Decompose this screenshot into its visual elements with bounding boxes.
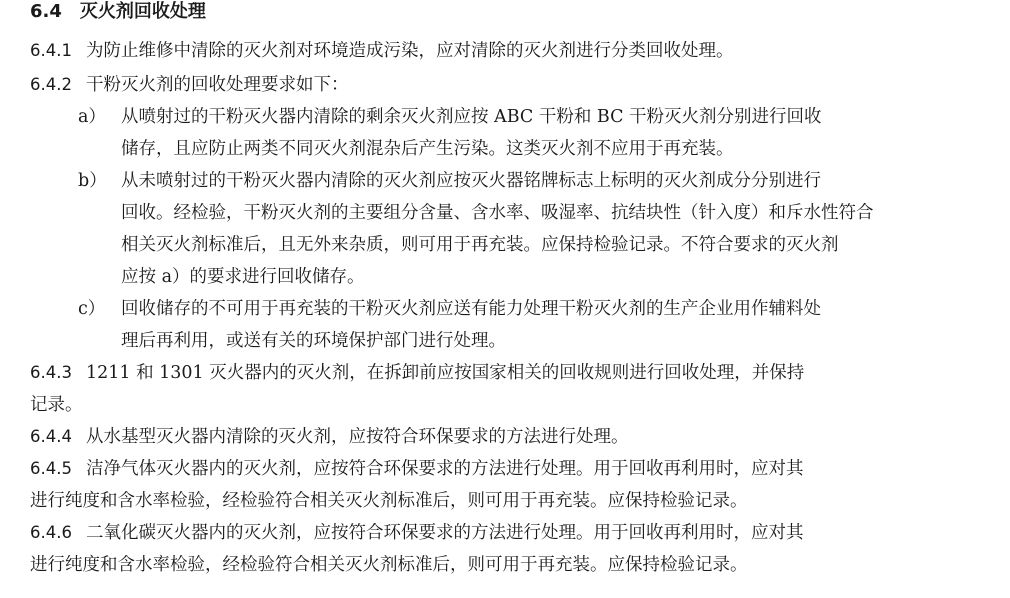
clause-text: 为防止维修中清除的灭火剂对环境造成污染，应对清除的灭火剂进行分类回收处理。 (85, 41, 734, 61)
item-c-line-1: 回收储存的不可用于再充装的干粉灭火剂应送有能力处理干粉灭火剂的生产企业用作辅料处 (121, 299, 821, 319)
clause-text: 干粉灭火剂的回收处理要求如下： (85, 75, 349, 95)
item-b-line-1: 从未喷射过的干粉灭火器内清除的灭火剂应按灭火器铭牌标志上标明的灭火剂成分分别进行 (121, 171, 821, 191)
item-b-label: b） (78, 171, 107, 191)
clause-number: 6.4.6 (30, 523, 72, 542)
clause-number: 6.4.2 (30, 75, 72, 94)
clause-text: 从水基型灭火器内清除的灭火剂，应按符合环保要求的方法进行处理。 (85, 427, 629, 447)
clause-number: 6.4.5 (30, 459, 72, 478)
clause-6-4-2 (30, 70, 348, 100)
clause-6-4-3 (30, 358, 804, 388)
section-title: 灭火剂回收处理 (79, 1, 206, 22)
clause-6-4-1 (30, 36, 733, 66)
clause-6-4-5-line-2: 进行纯度和含水率检验，经检验符合相关灭火剂标准后，则可用于再充装。应保持检验记录。 (30, 491, 748, 511)
clause-text-line-1: 洁净气体灭火器内的灭火剂，应按符合环保要求的方法进行处理。用于回收再利用时，应对其 (85, 459, 804, 479)
item-a-line-2: 储存，且应防止两类不同灭火剂混杂后产生污染。这类灭火剂不应用于再充装。 (121, 139, 734, 159)
item-b-line-2: 回收。经检验，干粉灭火剂的主要组分含量、含水率、吸湿率、抗结块性（针入度）和斥水性符合 (121, 203, 874, 223)
clause-text-line-1: 1211 和 1301 灭火器内的灭火剂，在拆卸前应按国家相关的回收规则进行回收处理，并保持 (85, 363, 805, 383)
item-c-label: c） (78, 299, 106, 319)
clause-6-4-6 (30, 518, 803, 548)
clause-number: 6.4.4 (30, 427, 72, 446)
item-c-line-2: 理后再利用，或送有关的环境保护部门进行处理。 (121, 331, 506, 351)
item-a-label: a） (78, 107, 106, 127)
item-a-line-1: 从喷射过的干粉灭火器内清除的剩余灭火剂应按 ABC 干粉和 BC 干粉灭火剂分别进行回收 (121, 107, 822, 127)
clause-6-4-4 (30, 422, 628, 452)
clause-6-4-3-line-2: 记录。 (30, 395, 83, 415)
clause-6-4-5 (30, 454, 803, 484)
clause-number: 6.4.3 (30, 363, 72, 382)
item-b-line-4: 应按 a）的要求进行回收储存。 (121, 267, 365, 287)
section-number: 6.4 (30, 1, 62, 22)
clause-number: 6.4.1 (30, 41, 72, 60)
clause-text-line-1: 二氧化碳灭火器内的灭火剂，应按符合环保要求的方法进行处理。用于回收再利用时，应对其 (85, 523, 804, 543)
clause-6-4-6-line-2: 进行纯度和含水率检验，经检验符合相关灭火剂标准后，则可用于再充装。应保持检验记录。 (30, 555, 748, 575)
section-heading (30, 0, 206, 24)
item-b-line-3: 相关灭火剂标准后，且无外来杂质，则可用于再充装。应保持检验记录。不符合要求的灭火剂 (121, 235, 839, 255)
